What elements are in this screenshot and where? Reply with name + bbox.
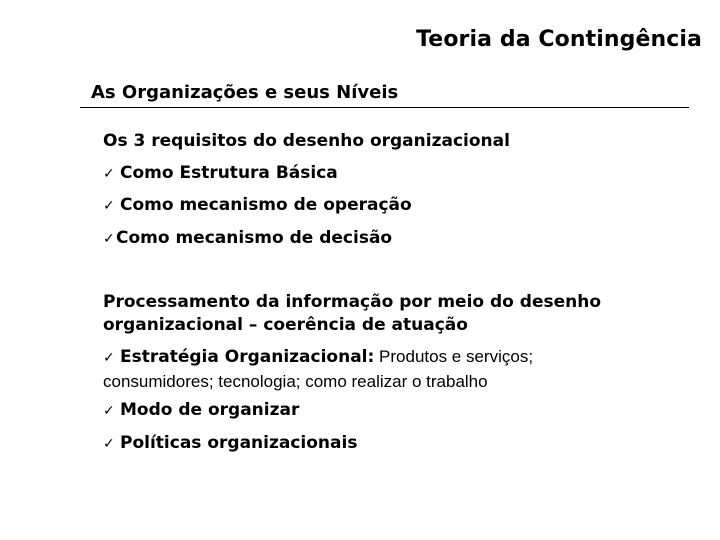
list-item-label: Modo de organizar <box>120 400 300 420</box>
check-icon: ✓ <box>103 231 115 247</box>
list-item-label: Como mecanismo de operação <box>120 195 412 215</box>
processing-heading <box>103 291 703 337</box>
processing-heading-line1: Processamento da informação por meio do desenho <box>103 292 602 312</box>
slide-title: Teoria da Contingência <box>416 27 702 52</box>
section-heading: As Organizações e seus Níveis <box>91 82 399 103</box>
list-item <box>103 162 338 185</box>
check-icon: ✓ <box>103 436 115 452</box>
requirements-heading: Os 3 requisitos do desenho organizacional <box>103 131 510 151</box>
list-item <box>103 399 299 422</box>
list-item-label: Como Estrutura Básica <box>120 163 338 183</box>
processing-heading-line2: organizacional – coerência de atuação <box>103 315 468 335</box>
list-item <box>103 345 703 393</box>
list-item <box>103 227 392 250</box>
list-item <box>103 194 412 217</box>
check-icon: ✓ <box>103 403 115 419</box>
list-item-label: Políticas organizacionais <box>120 433 358 453</box>
check-icon: ✓ <box>103 350 115 366</box>
list-item-label-bold: Estratégia Organizacional: <box>120 347 375 367</box>
check-icon: ✓ <box>103 198 115 214</box>
list-item <box>103 432 357 455</box>
check-icon: ✓ <box>103 166 115 182</box>
list-item-label-continuation: consumidores; tecnologia; como realizar o trabalho <box>103 372 488 391</box>
list-item-label: Como mecanismo de decisão <box>116 228 393 248</box>
list-item-label-normal: Produtos e serviços; <box>374 347 534 366</box>
divider <box>80 107 689 108</box>
